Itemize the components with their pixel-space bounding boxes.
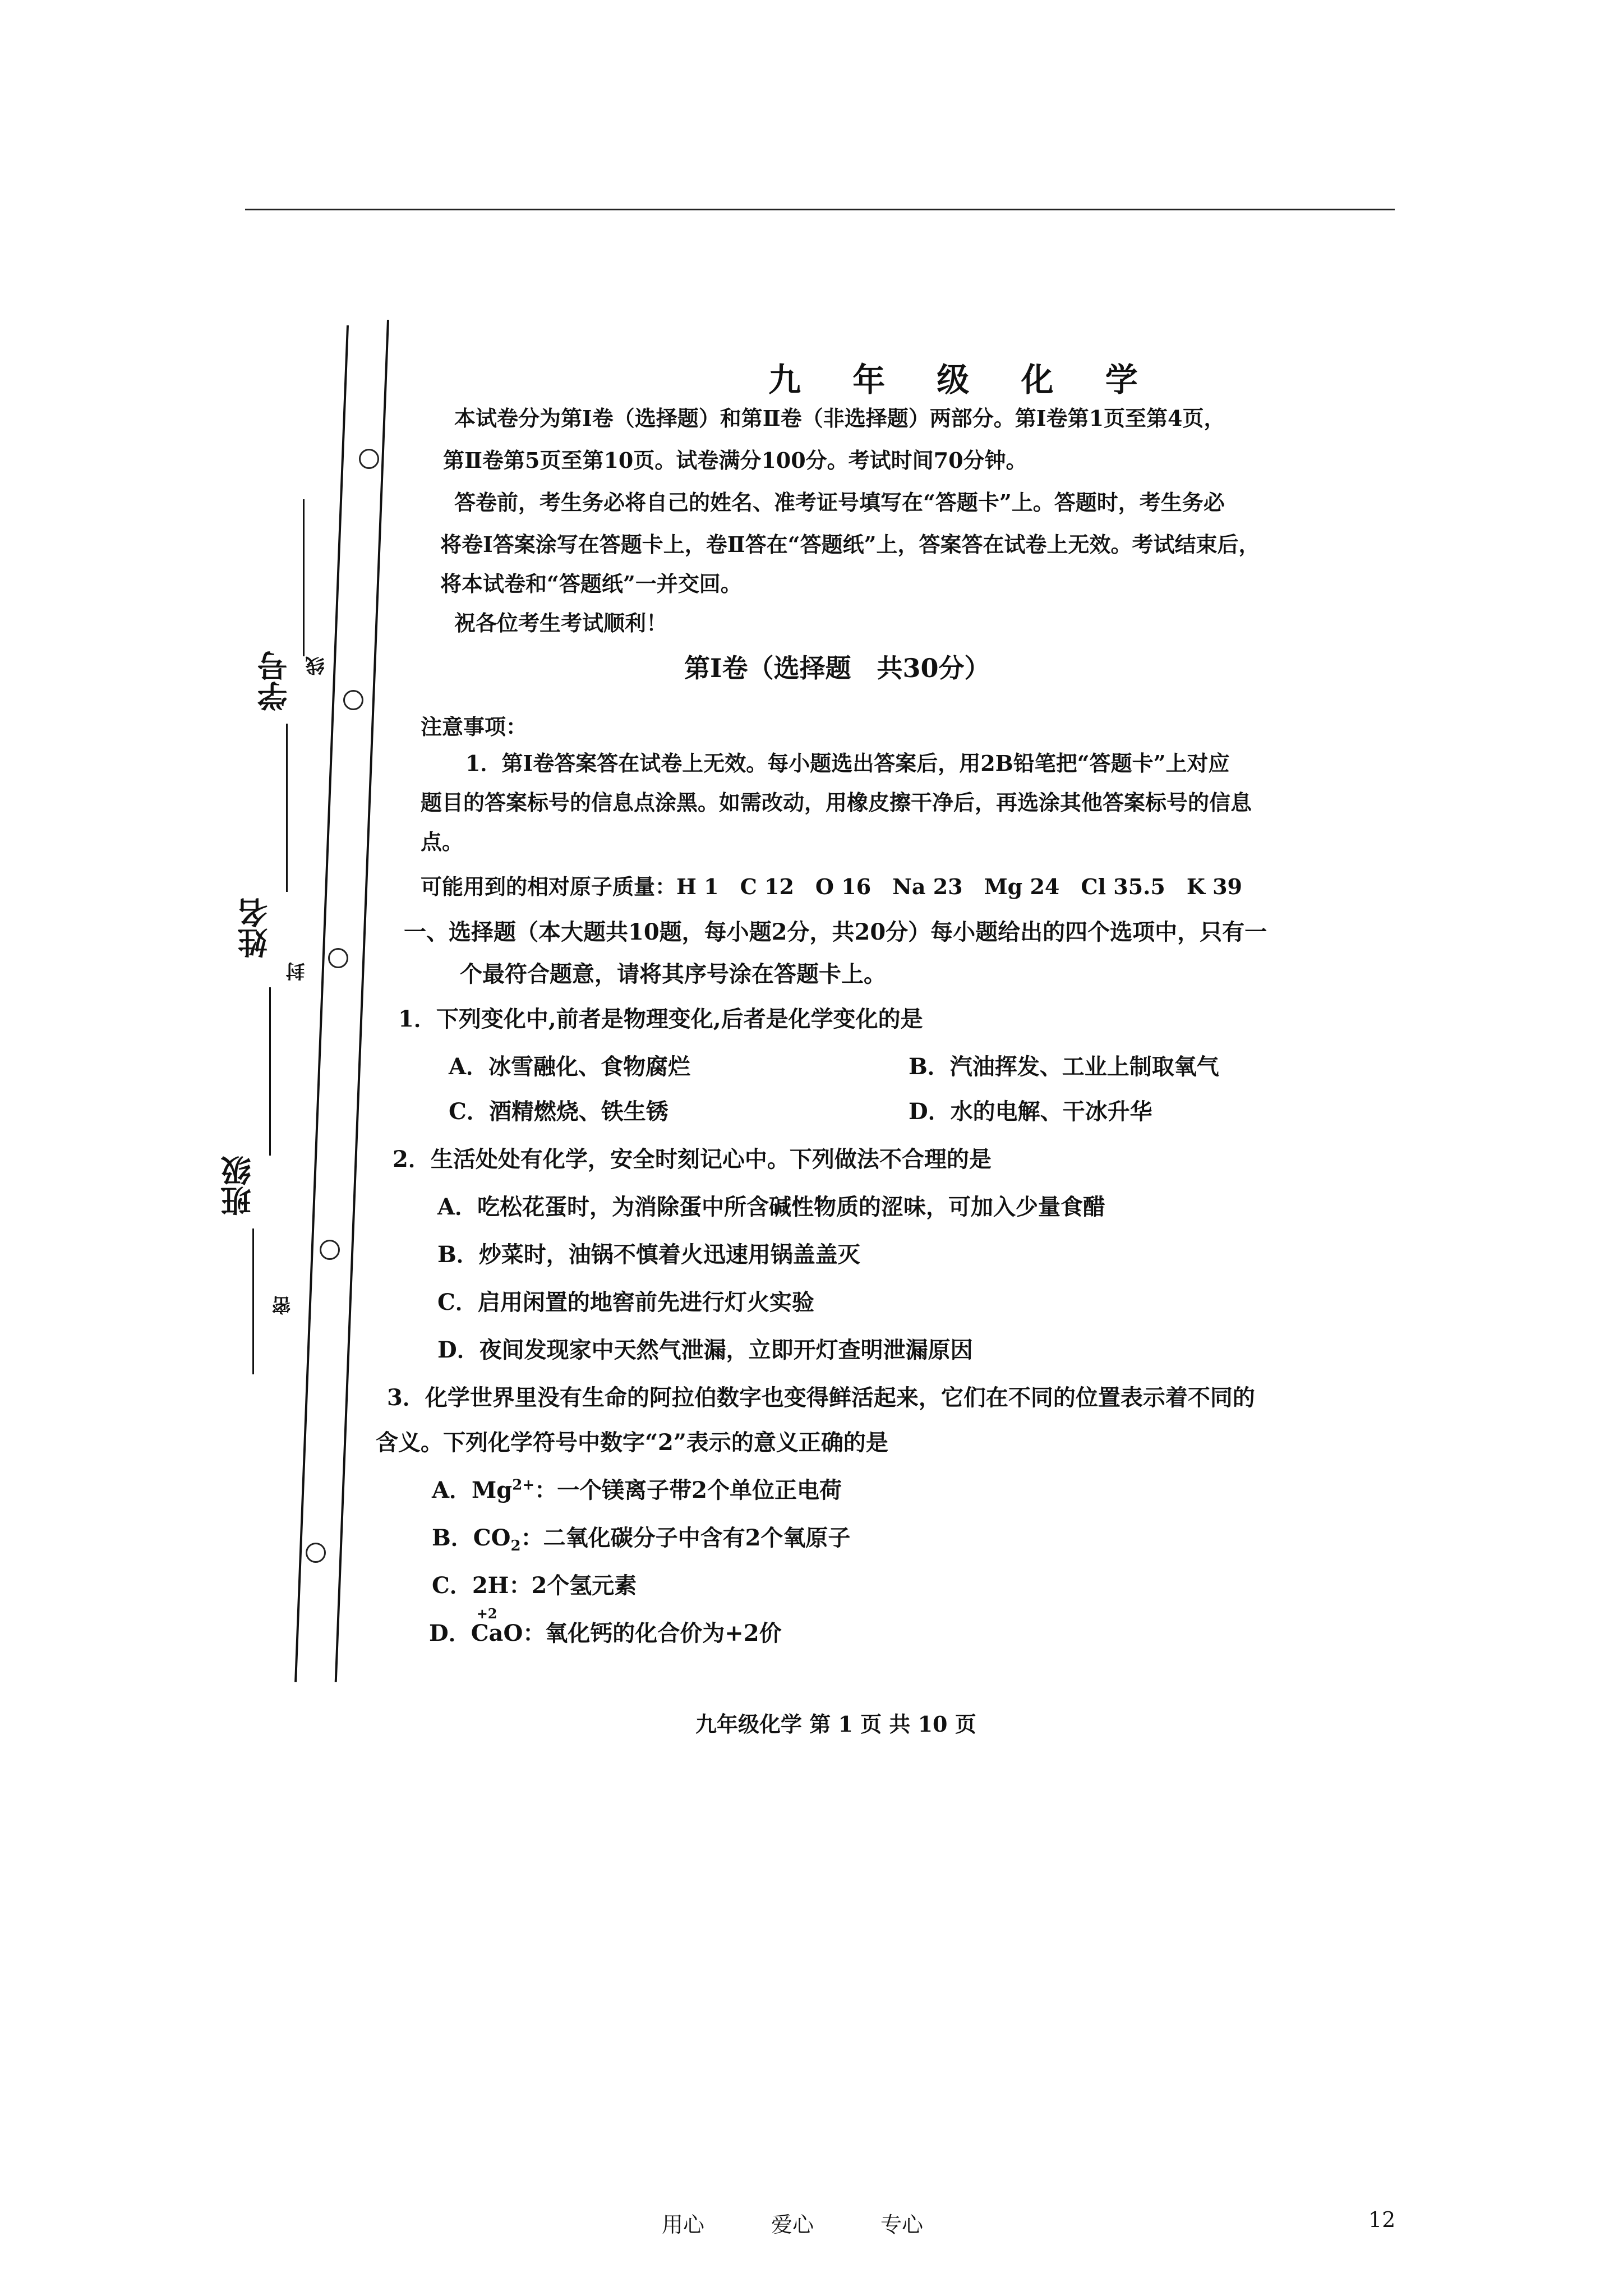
exam-content [376, 331, 1396, 1683]
atomic-mass: 可能用到的相对原子质量：H 1 C 12 O 16 Na 23 Mg 24 Cl 35.5 K 39 [421, 874, 1242, 899]
intro-line: 本试卷分为第Ⅰ卷（选择题）和第Ⅱ卷（非选择题）两部分。第Ⅰ卷第1页至第4页， [454, 406, 1225, 431]
mark-seal: 封 [286, 962, 308, 981]
q3-d-label: D． [429, 1620, 471, 1646]
part-heading: 个最符合题意，请将其序号涂在答题卡上。 [460, 961, 886, 987]
q2-option-c: C．启用闲置的地窖前先进行灯火实验 [437, 1289, 814, 1315]
q1-option-c: C．酒精燃烧、铁生锈 [449, 1098, 668, 1125]
blank-line [269, 987, 271, 1156]
q2-option-d: D．夜间发现家中天然气泄漏，立即开灯查明泄漏原因 [437, 1337, 973, 1363]
q1-option-d: D．水的电解、干冰升华 [909, 1098, 1152, 1125]
intro-line: 答卷前，考生务必将自己的姓名、准考证号填写在“答题卡”上。答题时，考生务必 [454, 490, 1225, 515]
q3-option-c: C．2H：2个氢元素 [432, 1572, 637, 1599]
q3-option-d [429, 1605, 782, 1648]
q3-d-valence: +2 [476, 1605, 497, 1622]
question-3-stem: 3．化学世界里没有生命的阿拉伯数字也变得鲜活起来，它们在不同的位置表示着不同的 [387, 1384, 1255, 1411]
page-number: 12 [1368, 2207, 1396, 2232]
intro-line: 将本试卷和“答题纸”一并交回。 [440, 571, 742, 596]
q3-b-text: ：二氧化碳分子中含有2个氧原子 [520, 1525, 851, 1551]
q3-option-b [432, 1520, 850, 1554]
intro-line: 将卷Ⅰ答案涂写在答题卡上，卷Ⅱ答在“答题纸”上，答案答在试卷上无效。考试结束后， [440, 532, 1260, 557]
footer-middle: 爱心 [771, 2212, 814, 2237]
footer-right: 专心 [880, 2212, 924, 2237]
binding-hole [320, 1240, 340, 1260]
mark-line: 线 [306, 656, 328, 675]
label-name: 姓名 [237, 898, 273, 958]
question-1-stem: 1．下列变化中,前者是物理变化,后者是化学变化的是 [398, 1006, 923, 1032]
q1-option-b: B．汽油挥发、工业上制取氧气 [909, 1053, 1219, 1080]
q3-d-text: ：氧化钙的化合价为+2价 [523, 1620, 782, 1646]
label-student-id: 学号 [256, 651, 292, 711]
intro-line: 第Ⅱ卷第5页至第10页。试卷满分100分。考试时间70分钟。 [443, 448, 1027, 473]
q3-d-formula: CaO [471, 1620, 523, 1646]
blank-line [252, 1228, 254, 1374]
q3-option-a [432, 1473, 842, 1504]
binding-line-inner [335, 320, 389, 1682]
q1-option-a: A．冰雪融化、食物腐烂 [449, 1053, 691, 1080]
exam-title: 九 年 级 化 学 [768, 361, 1158, 399]
q2-option-b: B．炒菜时，油锅不慎着火迅速用锅盖盖灭 [437, 1241, 860, 1268]
q2-option-a: A．吃松花蛋时，为消除蛋中所含碱性物质的涩味，可加入少量食醋 [437, 1194, 1106, 1220]
binding-hole [343, 690, 363, 710]
q3-a-formula: A．Mg [432, 1477, 513, 1503]
binding-hole [328, 948, 348, 968]
header-rule [245, 209, 1395, 210]
footer-left: 用心 [662, 2212, 705, 2237]
mark-secret: 密 [272, 1296, 294, 1315]
question-3-stem: 含义。下列化学符号中数字“2”表示的意义正确的是 [376, 1429, 888, 1456]
q3-a-charge: 2+ [512, 1476, 535, 1494]
exam-page-number: 九年级化学 第 1 页 共 10 页 [695, 1711, 976, 1737]
notice-line: 1．第Ⅰ卷答案答在试卷上无效。每小题选出答案后，用2B铅笔把“答题卡”上对应 [465, 751, 1230, 776]
binding-hole [359, 449, 379, 469]
part-heading: 一、选择题（本大题共10题，每小题2分，共20分）每小题给出的四个选项中，只有一 [404, 919, 1267, 945]
blank-line [303, 499, 305, 656]
section-title: 第Ⅰ卷（选择题 共30分） [684, 653, 990, 683]
notice-label: 注意事项： [421, 714, 528, 739]
notice-line: 点。 [421, 829, 464, 854]
q3-a-text: ：一个镁离子带2个单位正电荷 [534, 1477, 842, 1503]
question-2-stem: 2．生活处处有化学，安全时刻记心中。下列做法不合理的是 [393, 1146, 992, 1172]
blank-line [286, 724, 288, 892]
notice-line: 题目的答案标号的信息点涂黑。如需改动，用橡皮擦干净后，再选涂其他答案标号的信息 [421, 790, 1252, 815]
binding-strip [220, 331, 398, 1683]
q3-b-subscript: 2 [510, 1538, 521, 1554]
binding-hole [306, 1543, 326, 1563]
intro-line: 祝各位考生考试顺利！ [454, 610, 668, 636]
q3-b-formula: B．CO [432, 1525, 511, 1551]
scanned-exam-page [220, 331, 1396, 1683]
label-class: 班级 [220, 1156, 256, 1216]
